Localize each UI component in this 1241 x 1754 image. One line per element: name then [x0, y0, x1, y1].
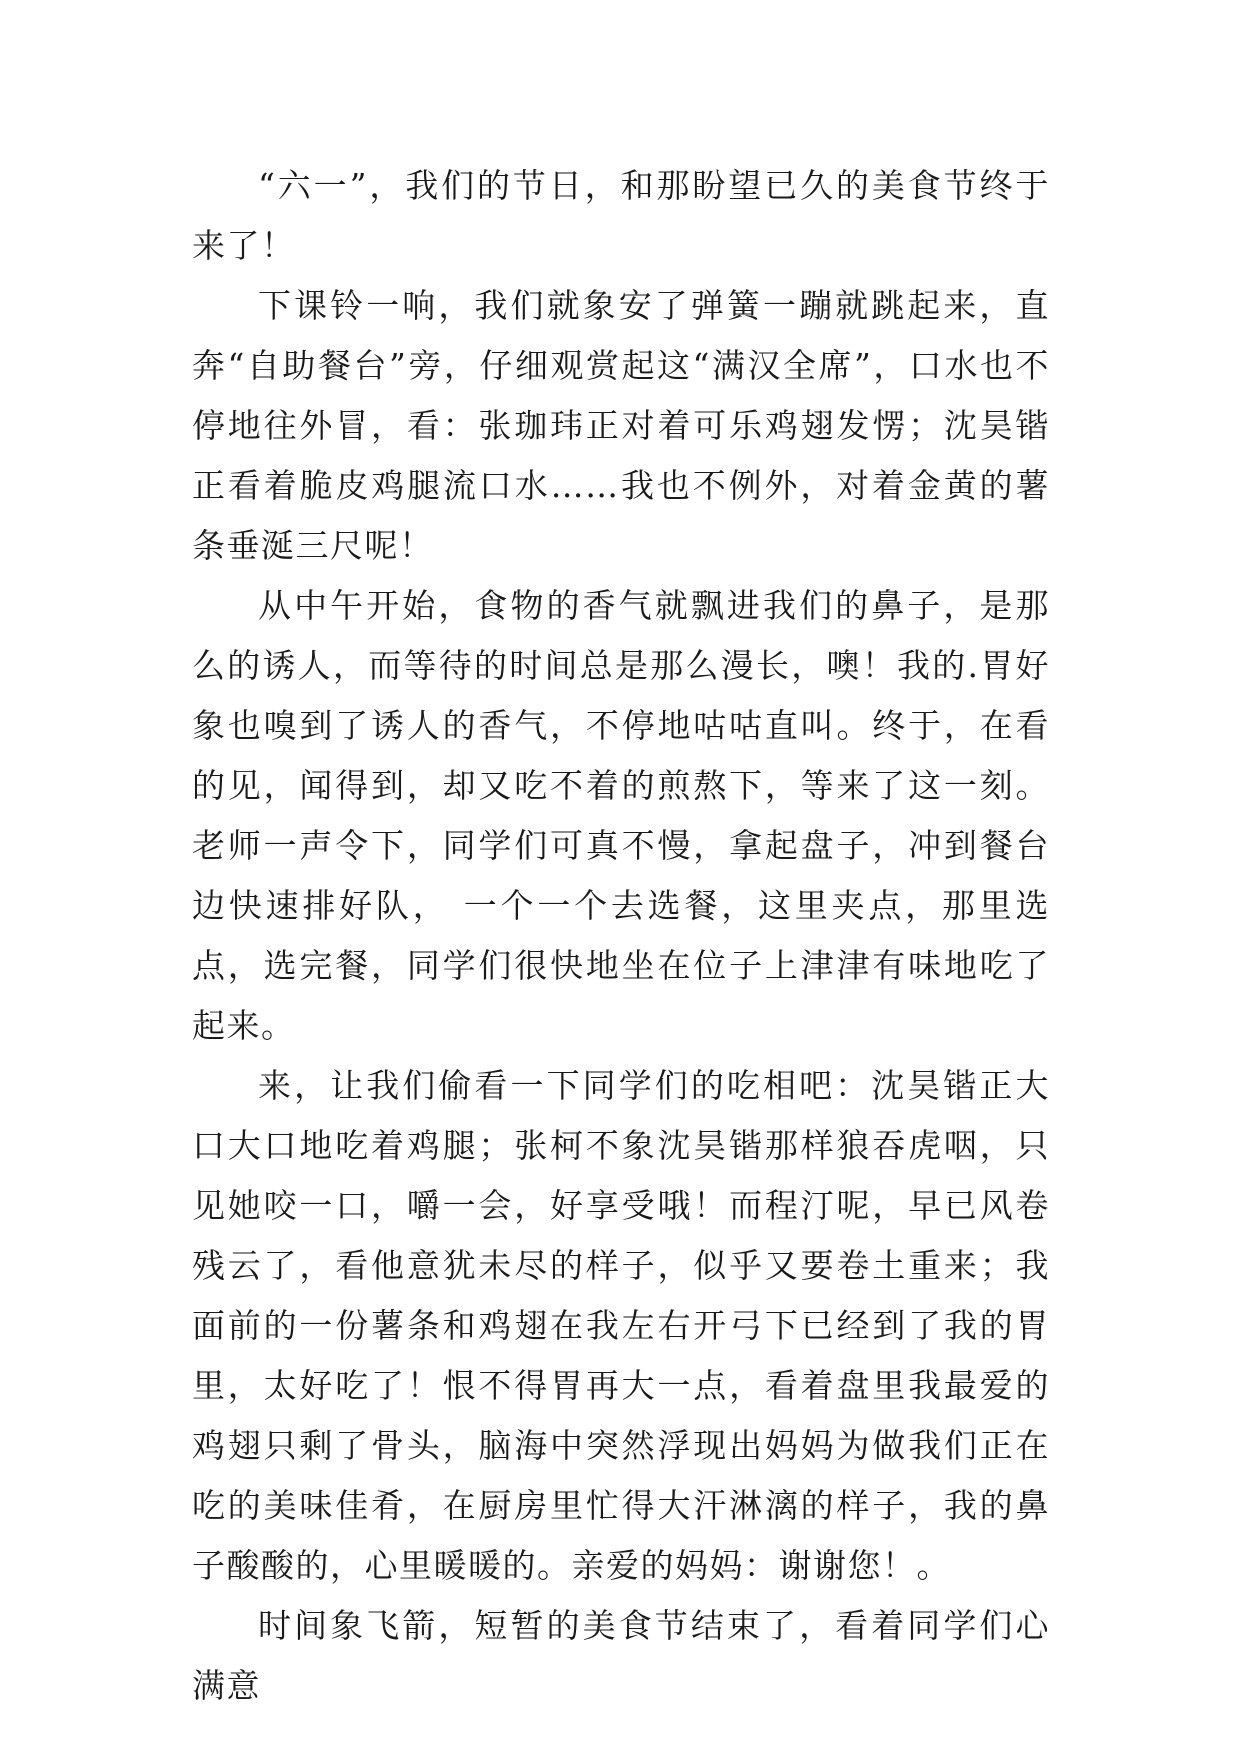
paragraph-2: 下课铃一响，我们就象安了弹簧一蹦就跳起来，直奔“自助餐台”旁，仔细观赏起这“满汉全席”，口水也不停地往外冒，看：张珈玮正对着可乐鸡翅发愣；沈昊锴正看着脆皮鸡腿流口水……我也不例外，对着金黄的薯条垂涎三尺呢！	[192, 286, 1050, 565]
paragraph-1: “六一”，我们的节日，和那盼望已久的美食节终于来了！	[192, 166, 1050, 265]
paragraph-3: 从中午开始，食物的香气就飘进我们的鼻子，是那么的诱人，而等待的时间总是那么漫长，噢！我的.胃好象也嗅到了诱人的香气，不停地咕咕直叫。终于，在看的见，闻得到，却又吃不着的煎熬下，等来了这一刻。老师一声令下，同学们可真不慢，拿起盘子，冲到餐台边快速排好队， 一个一个去选餐，这里夹点，那里选点，选完餐，同学们很快地坐在位子上津津有味地吃了起来。	[192, 586, 1050, 1045]
paragraph-5: 时间象飞箭，短暂的美食节结束了，看着同学们心满意	[192, 1606, 1050, 1705]
article-body	[192, 156, 1050, 1716]
paragraph-4: 来，让我们偷看一下同学们的吃相吧：沈昊锴正大口大口地吃着鸡腿；张柯不象沈昊锴那样狼吞虎咽，只见她咬一口，嚼一会，好享受哦！而程汀呢，早已风卷残云了，看他意犹未尽的样子，似乎又要卷土重来；我面前的一份薯条和鸡翅在我左右开弓下已经到了我的胃里，太好吃了！恨不得胃再大一点，看着盘里我最爱的鸡翅只剩了骨头，脑海中突然浮现出妈妈为做我们正在吃的美味佳肴，在厨房里忙得大汗淋漓的样子，我的鼻子酸酸的，心里暖暖的。亲爱的妈妈：谢谢您！。	[192, 1066, 1050, 1585]
